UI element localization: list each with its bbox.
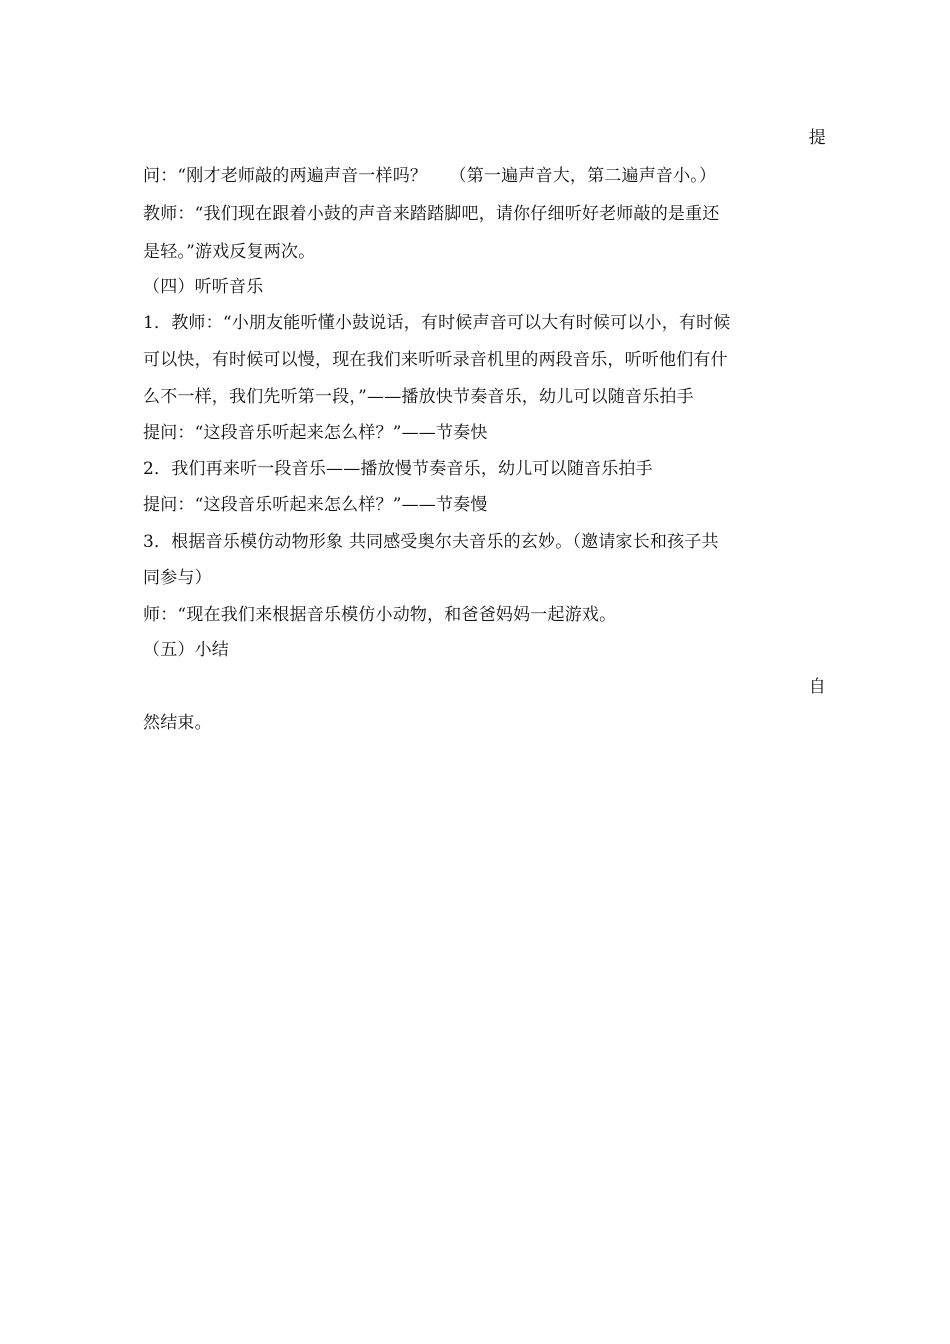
section-heading-5: （五）小结: [143, 640, 229, 660]
text-line-10: 2．我们再来听一段音乐——播放慢节奏音乐，幼儿可以随音乐拍手: [143, 459, 653, 479]
text-line-6: 1．教师：“小朋友能听懂小鼓说话，有时候声音可以大有时候可以小，有时候: [143, 313, 731, 333]
text-line-3: 教师：“我们现在跟着小鼓的声音来踏踏脚吧，请你仔细听好老师敲的是重还: [143, 204, 720, 224]
text-line-17: 然结束。: [143, 713, 212, 733]
text-line-9: 提问：“这段音乐听起来怎么样？”——节奏快: [143, 423, 488, 443]
text-line-2: 问：“刚才老师敲的两遍声音一样吗？ （第一遍声音大，第二遍声音小。）: [143, 166, 717, 186]
text-line-13: 同参与）: [143, 568, 212, 588]
text-line-14: 师：“现在我们来根据音乐模仿小动物，和爸爸妈妈一起游戏。: [143, 605, 617, 625]
section-heading-4: （四）听听音乐: [143, 277, 264, 297]
text-line-16: 自: [808, 677, 826, 697]
text-line-1: 提: [808, 128, 826, 148]
text-line-12: 3．根据音乐模仿动物形象 共同感受奥尔夫音乐的玄妙。（邀请家长和孩子共: [143, 532, 719, 552]
text-line-8: 么不一样，我们先听第一段，”——播放快节奏音乐，幼儿可以随音乐拍手: [143, 387, 694, 407]
text-line-11: 提问：“这段音乐听起来怎么样？”——节奏慢: [143, 495, 488, 515]
text-line-4: 是轻。”游戏反复两次。: [143, 242, 316, 262]
text-line-7: 可以快，有时候可以慢，现在我们来听听录音机里的两段音乐，听听他们有什: [143, 350, 728, 370]
